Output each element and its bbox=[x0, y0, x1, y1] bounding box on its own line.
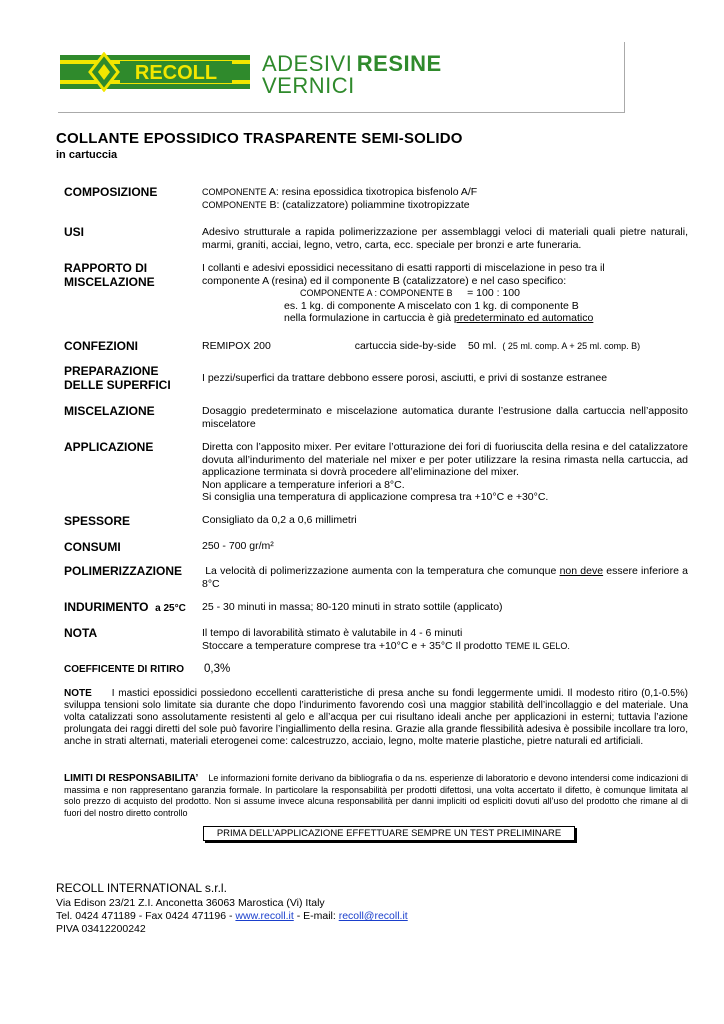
footer-contacts: Tel. 0424 471189 - Fax 0424 471196 - www.recoll.it - E-mail: recoll@recoll.it bbox=[56, 910, 408, 922]
consumi-text: 250 - 700 gr/m² bbox=[202, 540, 274, 552]
composizione-label: COMPOSIZIONE bbox=[64, 185, 158, 199]
nota-label: NOTA bbox=[64, 626, 98, 640]
tagline-vernici: VERNICI bbox=[262, 73, 355, 98]
limiti-paragraph: LIMITI DI RESPONSABILITA’ Le informazioni fornite derivano da bibliografia o da ns. esperienze di laboratorio e devono intendersi come indicazioni di massima e non rappresentano garanzia formale. In particolare la responsabilità per prodotti difettosi, una volta accertato il difetto, è comunque limitata al solo prezzo di acquisto del prodotto. Non si assume invece alcuna responsabilità per danni impliciti od espliciti dovuti all’uso del prodotto che rimane al di fuori del nostro diretto controllo bbox=[64, 773, 688, 818]
spessore-label: SPESSORE bbox=[64, 514, 131, 528]
footer-company: RECOLL INTERNATIONAL s.r.l. bbox=[56, 881, 227, 895]
usi-text: Adesivo strutturale a rapida polimerizzazione per assemblaggi veloci di materiali quali pietre naturali, marmi, graniti, acciai, legno, vetro, carta, ecc. speciale per bronzi e arte funeraria. bbox=[202, 226, 688, 251]
ritiro-label: COEFFICENTE DI RITIRO bbox=[64, 664, 184, 675]
indurimento-text: 25 - 30 minuti in massa; 80-120 minuti in strato sottile (applicato) bbox=[202, 601, 503, 613]
rapporto-text: I collanti e adesivi epossidici necessitano di esatti rapporti di miscelazione in peso tra il componente A (resina) ed il componente B (catalizzatore) e nel caso specifico: COMPONENTE A : COMPONENTE B = 100 : 100 es. 1 kg. di componente A miscelato con 1 kg. di componente B nella formulazione in cartuccia è già predeterminato ed automatico bbox=[202, 262, 605, 324]
consumi-label: CONSUMI bbox=[64, 540, 121, 554]
page-subtitle: in cartuccia bbox=[56, 149, 118, 161]
rapporto-label: RAPPORTO DI MISCELAZIONE bbox=[64, 261, 155, 289]
polimerizzazione-label: POLIMERIZZAZIONE bbox=[64, 564, 182, 578]
tagline-resine: RESINE bbox=[356, 51, 442, 76]
page-title: COLLANTE EPOSSIDICO TRASPARENTE SEMI-SOLIDO bbox=[56, 130, 463, 147]
preparazione-label: PREPARAZIONE DELLE SUPERFICI bbox=[64, 364, 171, 392]
tagline-adesivi: ADESIVI bbox=[262, 51, 353, 76]
applicazione-text: Diretta con l’apposito mixer. Per evitare l’otturazione dei fori di fuoriuscita della resina e del catalizzatore dovuta all’indurimento del materiale nel mixer e per poter utilizzare la resina rimasta nella cartuccia, ad applicazione terminata si dovrà procedere all’eliminazione del mixer. Non applicare a temperature inferiori a 8°C. Si consiglia una temperatura di applicazione compresa tra +10°C e +30°C. bbox=[202, 441, 688, 503]
nota-text: Il tempo di lavorabilità stimato è valutabile in 4 - 6 minuti Stoccare a temperature comprese tra +10°C e + 35°C Il prodotto TEME IL GELO. bbox=[202, 627, 570, 652]
warning-box: PRIMA DELL’APPLICAZIONE EFFETTUARE SEMPRE UN TEST PRELIMINARE bbox=[203, 826, 575, 841]
polimerizzazione-text: La velocità di polimerizzazione aumenta con la temperatura che comunque non deve essere inferiore a 8°C bbox=[202, 565, 689, 590]
ritiro-value: 0,3% bbox=[204, 663, 231, 675]
confezioni-label: CONFEZIONI bbox=[64, 339, 138, 353]
email-link[interactable]: recoll@recoll.it bbox=[338, 910, 408, 922]
footer-piva: PIVA 03412200242 bbox=[56, 923, 146, 935]
logo-tagline bbox=[262, 51, 442, 98]
confezioni-text: REMIPOX 200 cartuccia side-by-side 50 ml. ( 25 ml. comp. A + 25 ml. comp. B) bbox=[202, 340, 641, 352]
recoll-logo bbox=[60, 52, 250, 92]
footer-address: Via Edison 23/21 Z.I. Anconetta 36063 Marostica (Vi) Italy bbox=[56, 897, 325, 909]
logo-text: RECOLL bbox=[134, 62, 218, 84]
miscelazione-label: MISCELAZIONE bbox=[64, 404, 155, 418]
applicazione-label: APPLICAZIONE bbox=[64, 440, 154, 454]
miscelazione-text: Dosaggio predeterminato e miscelazione automatica durante l’estrusione dalla cartuccia nell’apposito miscelatore bbox=[202, 405, 688, 430]
spessore-text: Consigliato da 0,2 a 0,6 millimetri bbox=[202, 514, 357, 526]
composizione-text: COMPONENTE A: resina epossidica tixotropica bisfenolo A/F COMPONENTE B: (catalizzatore) poliammine tixotropizzate bbox=[202, 186, 478, 211]
note-paragraph: NOTE I mastici epossidici possiedono eccellenti caratteristiche di presa anche su fondi leggermente umidi. Il modesto ritiro (0,1-0.5%) sviluppa tensioni solo limitate sia durante che dopo l’indurimento favorendo così una maggior stabilità dell’incollaggio e del materiale. Una volta catalizzati sono assolutamente resistenti al gelo e all’acqua per cui risultano ideali anche per applicazioni in esterni; tuttavia l’azione prolungata dei raggi diretti del sole può favorire l’ingiallimento della resina. Grazie alla grande flessibilità adesiva è possibile incollare tra loro, anche in strati alternati, materiali eterogenei come: calcestruzzo, acciaio, legno, molte materie plastiche, pietre naturali ed artificiali. bbox=[64, 688, 688, 747]
preparazione-text: I pezzi/superfici da trattare debbono essere porosi, asciutti, e privi di sostanze estranee bbox=[202, 372, 608, 384]
indurimento-label: INDURIMENTO a 25°C bbox=[64, 600, 186, 614]
usi-label: USI bbox=[64, 225, 85, 239]
website-link[interactable]: www.recoll.it bbox=[235, 910, 294, 922]
